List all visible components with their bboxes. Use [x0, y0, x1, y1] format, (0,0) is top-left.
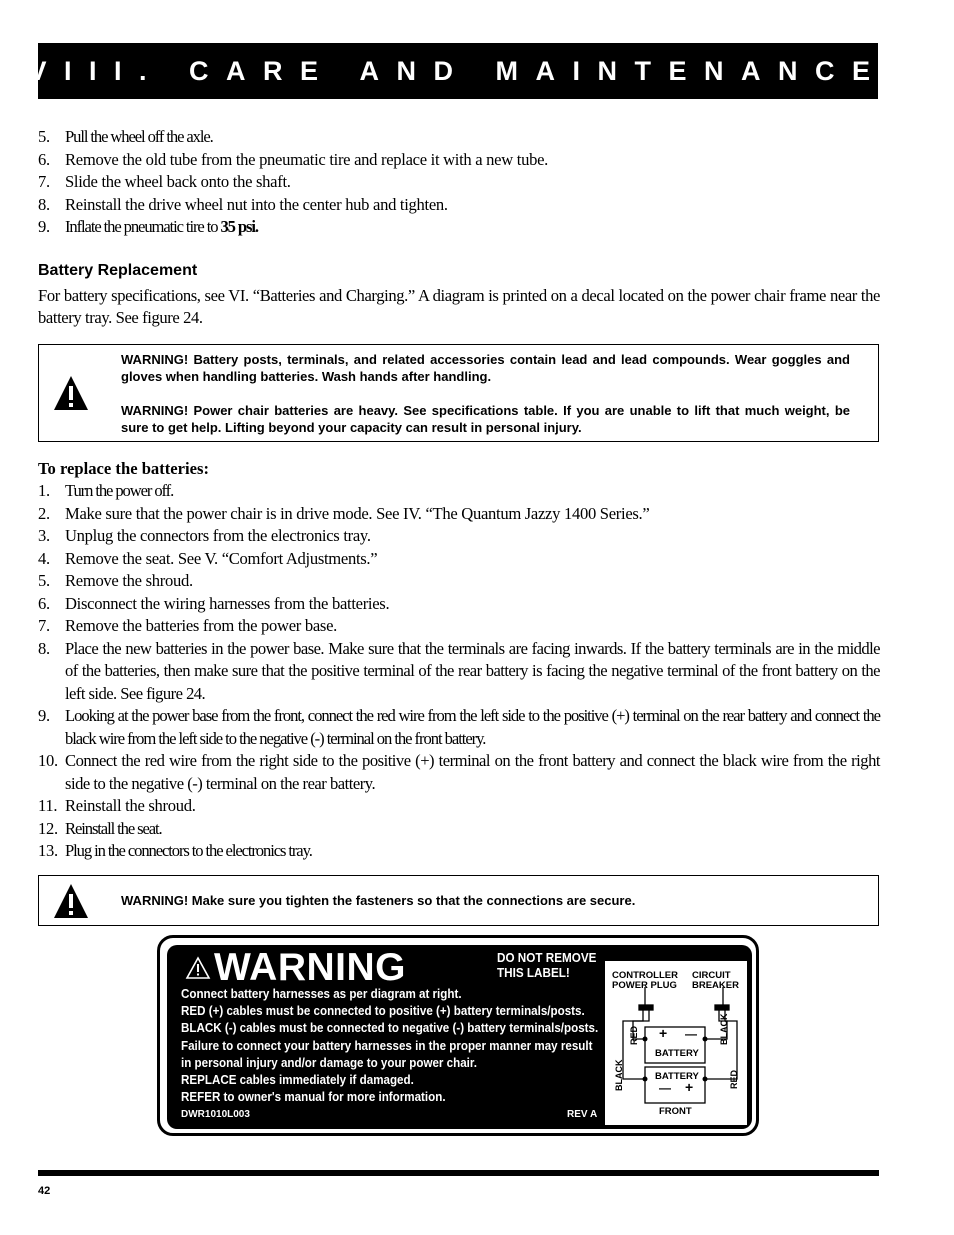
breaker-label-line: BREAKER — [692, 980, 739, 991]
warning-triangle-icon — [53, 883, 89, 919]
front-label: FRONT — [659, 1106, 692, 1117]
step-text: Turn the power off. — [65, 481, 174, 500]
list-item — [38, 705, 880, 750]
list-item — [38, 525, 880, 548]
chapter-title-bar — [28, 43, 888, 99]
controller-label — [612, 971, 678, 991]
decal-instructions — [181, 985, 598, 1105]
breaker-label-line: CIRCUIT — [692, 970, 731, 981]
decal-line: Failure to connect your battery harnesses in the proper manner may result — [181, 1037, 593, 1053]
decal-do-not-remove — [497, 950, 596, 980]
step-text: Slide the wheel back onto the shaft. — [65, 172, 291, 191]
list-item — [38, 593, 880, 616]
step-number: 9. — [38, 217, 50, 236]
step-number: 5. — [38, 127, 50, 146]
chapter-title: VIII. CARE AND MAINTENANCE — [28, 55, 888, 86]
step-text: Pull the wheel off the axle. — [65, 127, 213, 146]
list-item — [38, 480, 880, 503]
list-item — [38, 194, 880, 217]
list-item — [38, 795, 880, 818]
battery-wiring-diagram — [605, 961, 747, 1125]
step-number: 6. — [38, 149, 50, 169]
black-label: BLACK — [719, 1013, 729, 1045]
warning-triangle-icon — [185, 956, 211, 980]
minus-sign: — — [659, 1081, 671, 1095]
step-text: Looking at the power base from the front, connect the red wire from the left side to the positive (+) terminal on the rear battery and connect the black wire from the left side to the negative (-) terminal on the front battery. — [65, 706, 880, 748]
list-item — [38, 615, 880, 638]
step-text: Remove the old tube from the pneumatic tire and replace it with a new tube. — [65, 149, 548, 169]
step-text: Connect the red wire from the right side to the positive (+) terminal on the front battery and connect the black wire from the right side to the negative (-) terminal on the rear battery. — [65, 751, 880, 793]
list-item — [38, 750, 880, 795]
decal-line: BLACK (-) cables must be connected to negative (-) battery terminals/posts. — [181, 1020, 599, 1036]
red-label: RED — [729, 1069, 739, 1089]
battery-label: BATTERY — [655, 1071, 699, 1082]
warning-fasteners-text: WARNING! Make sure you tighten the fasteners so that the connections are secure. — [121, 893, 636, 908]
procedure-steps-list — [38, 480, 880, 863]
step-number: 13. — [38, 841, 58, 860]
battery-label: BATTERY — [655, 1048, 699, 1059]
warning-box-lead-and-weight — [38, 344, 879, 442]
footer-rule — [38, 1170, 879, 1176]
warning-box-fasteners — [38, 875, 879, 926]
plus-sign: + — [685, 1079, 694, 1095]
step-text: Remove the seat. See V. “Comfort Adjustments.” — [65, 548, 378, 568]
list-item — [38, 126, 880, 149]
red-label: RED — [629, 1025, 639, 1045]
step-text: Place the new batteries in the power base. Make sure that the terminals are facing inwards. If the battery terminals are in the middle of the batteries, then make sure that the positive terminal of the rear battery is facing the negative terminal of the front battery on the left side. See figure 24. — [65, 638, 880, 703]
list-item — [38, 149, 880, 172]
step-number: 3. — [38, 526, 50, 545]
minus-sign: — — [685, 1027, 697, 1041]
step-number: 11. — [38, 796, 58, 815]
section-intro: For battery specifications, see VI. “Batteries and Charging.” A diagram is printed on a decal located on the power chair frame near the battery tray. See figure 24. — [38, 286, 880, 327]
decal-line: REPLACE cables immediately if damaged. — [181, 1072, 414, 1088]
battery-warning-decal — [157, 935, 759, 1136]
step-text: Reinstall the seat. — [65, 818, 162, 838]
do-not-remove-line: DO NOT REMOVE — [497, 950, 597, 965]
list-item — [38, 171, 880, 194]
step-text: Reinstall the shroud. — [65, 796, 196, 815]
procedure-heading: To replace the batteries: — [38, 459, 209, 478]
step-text: Unplug the connectors from the electronics tray. — [65, 526, 371, 545]
list-item — [38, 638, 880, 706]
breaker-label — [692, 971, 739, 991]
warning-lead-text: WARNING! Battery posts, terminals, and related accessories contain lead and lead compounds. Wear goggles and gloves when handling batteries. Wash hands after handling. — [121, 352, 850, 384]
decal-warning-title: WARNING — [214, 946, 406, 989]
step-text: Remove the shroud. — [65, 571, 193, 590]
pressure-value: 35 psi. — [220, 217, 258, 236]
list-item — [38, 216, 880, 239]
decal-part-code: DWR1010L003 — [181, 1109, 250, 1120]
step-number: 10. — [38, 751, 58, 770]
decal-line: RED (+) cables must be connected to positive (+) battery terminals/posts. — [181, 1003, 585, 1019]
step-text: Make sure that the power chair is in drive mode. See IV. “The Quantum Jazzy 1400 Series.” — [65, 503, 650, 523]
page-number: 42 — [38, 1185, 51, 1197]
step-number: 8. — [38, 194, 50, 214]
step-number: 7. — [38, 616, 50, 635]
decal-line: REFER to owner's manual for more information. — [181, 1089, 446, 1105]
step-number: 2. — [38, 503, 50, 523]
tube-steps-list — [38, 126, 880, 239]
list-item — [38, 570, 880, 593]
list-item — [38, 818, 880, 841]
decal-line: in personal injury and/or damage to your power chair. — [181, 1054, 477, 1070]
plus-sign: + — [659, 1025, 668, 1041]
controller-label-line: CONTROLLER — [612, 970, 678, 981]
decal-panel — [167, 945, 752, 1129]
list-item — [38, 503, 880, 526]
decal-line: Connect battery harnesses as per diagram at right. — [181, 986, 462, 1001]
step-text: Inflate the pneumatic tire to — [65, 217, 221, 236]
black-label: BLACK — [614, 1059, 624, 1091]
step-number: 5. — [38, 571, 50, 590]
warning-triangle-icon — [53, 375, 89, 411]
step-text: Disconnect the wiring harnesses from the batteries. — [65, 593, 390, 613]
decal-revision: REV A — [567, 1109, 598, 1120]
step-number: 7. — [38, 172, 50, 191]
step-number: 4. — [38, 548, 50, 568]
step-number: 8. — [38, 638, 50, 658]
list-item — [38, 548, 880, 571]
step-number: 12. — [38, 818, 58, 838]
step-text: Reinstall the drive wheel nut into the center hub and tighten. — [65, 194, 448, 214]
step-text: Plug in the connectors to the electronics tray. — [65, 841, 312, 860]
list-item — [38, 840, 880, 863]
controller-label-line: POWER PLUG — [612, 980, 677, 991]
step-number: 9. — [38, 706, 50, 725]
section-heading: Battery Replacement — [38, 262, 198, 279]
step-text: Remove the batteries from the power base. — [65, 616, 337, 635]
step-number: 1. — [38, 481, 50, 500]
do-not-remove-line: THIS LABEL! — [497, 965, 570, 980]
warning-weight-text: WARNING! Power chair batteries are heavy. See specifications table. If you are unable to lift that much weight, be sure to get help. Lifting beyond your capacity can result in personal injury. — [121, 403, 850, 435]
step-number: 6. — [38, 593, 50, 613]
